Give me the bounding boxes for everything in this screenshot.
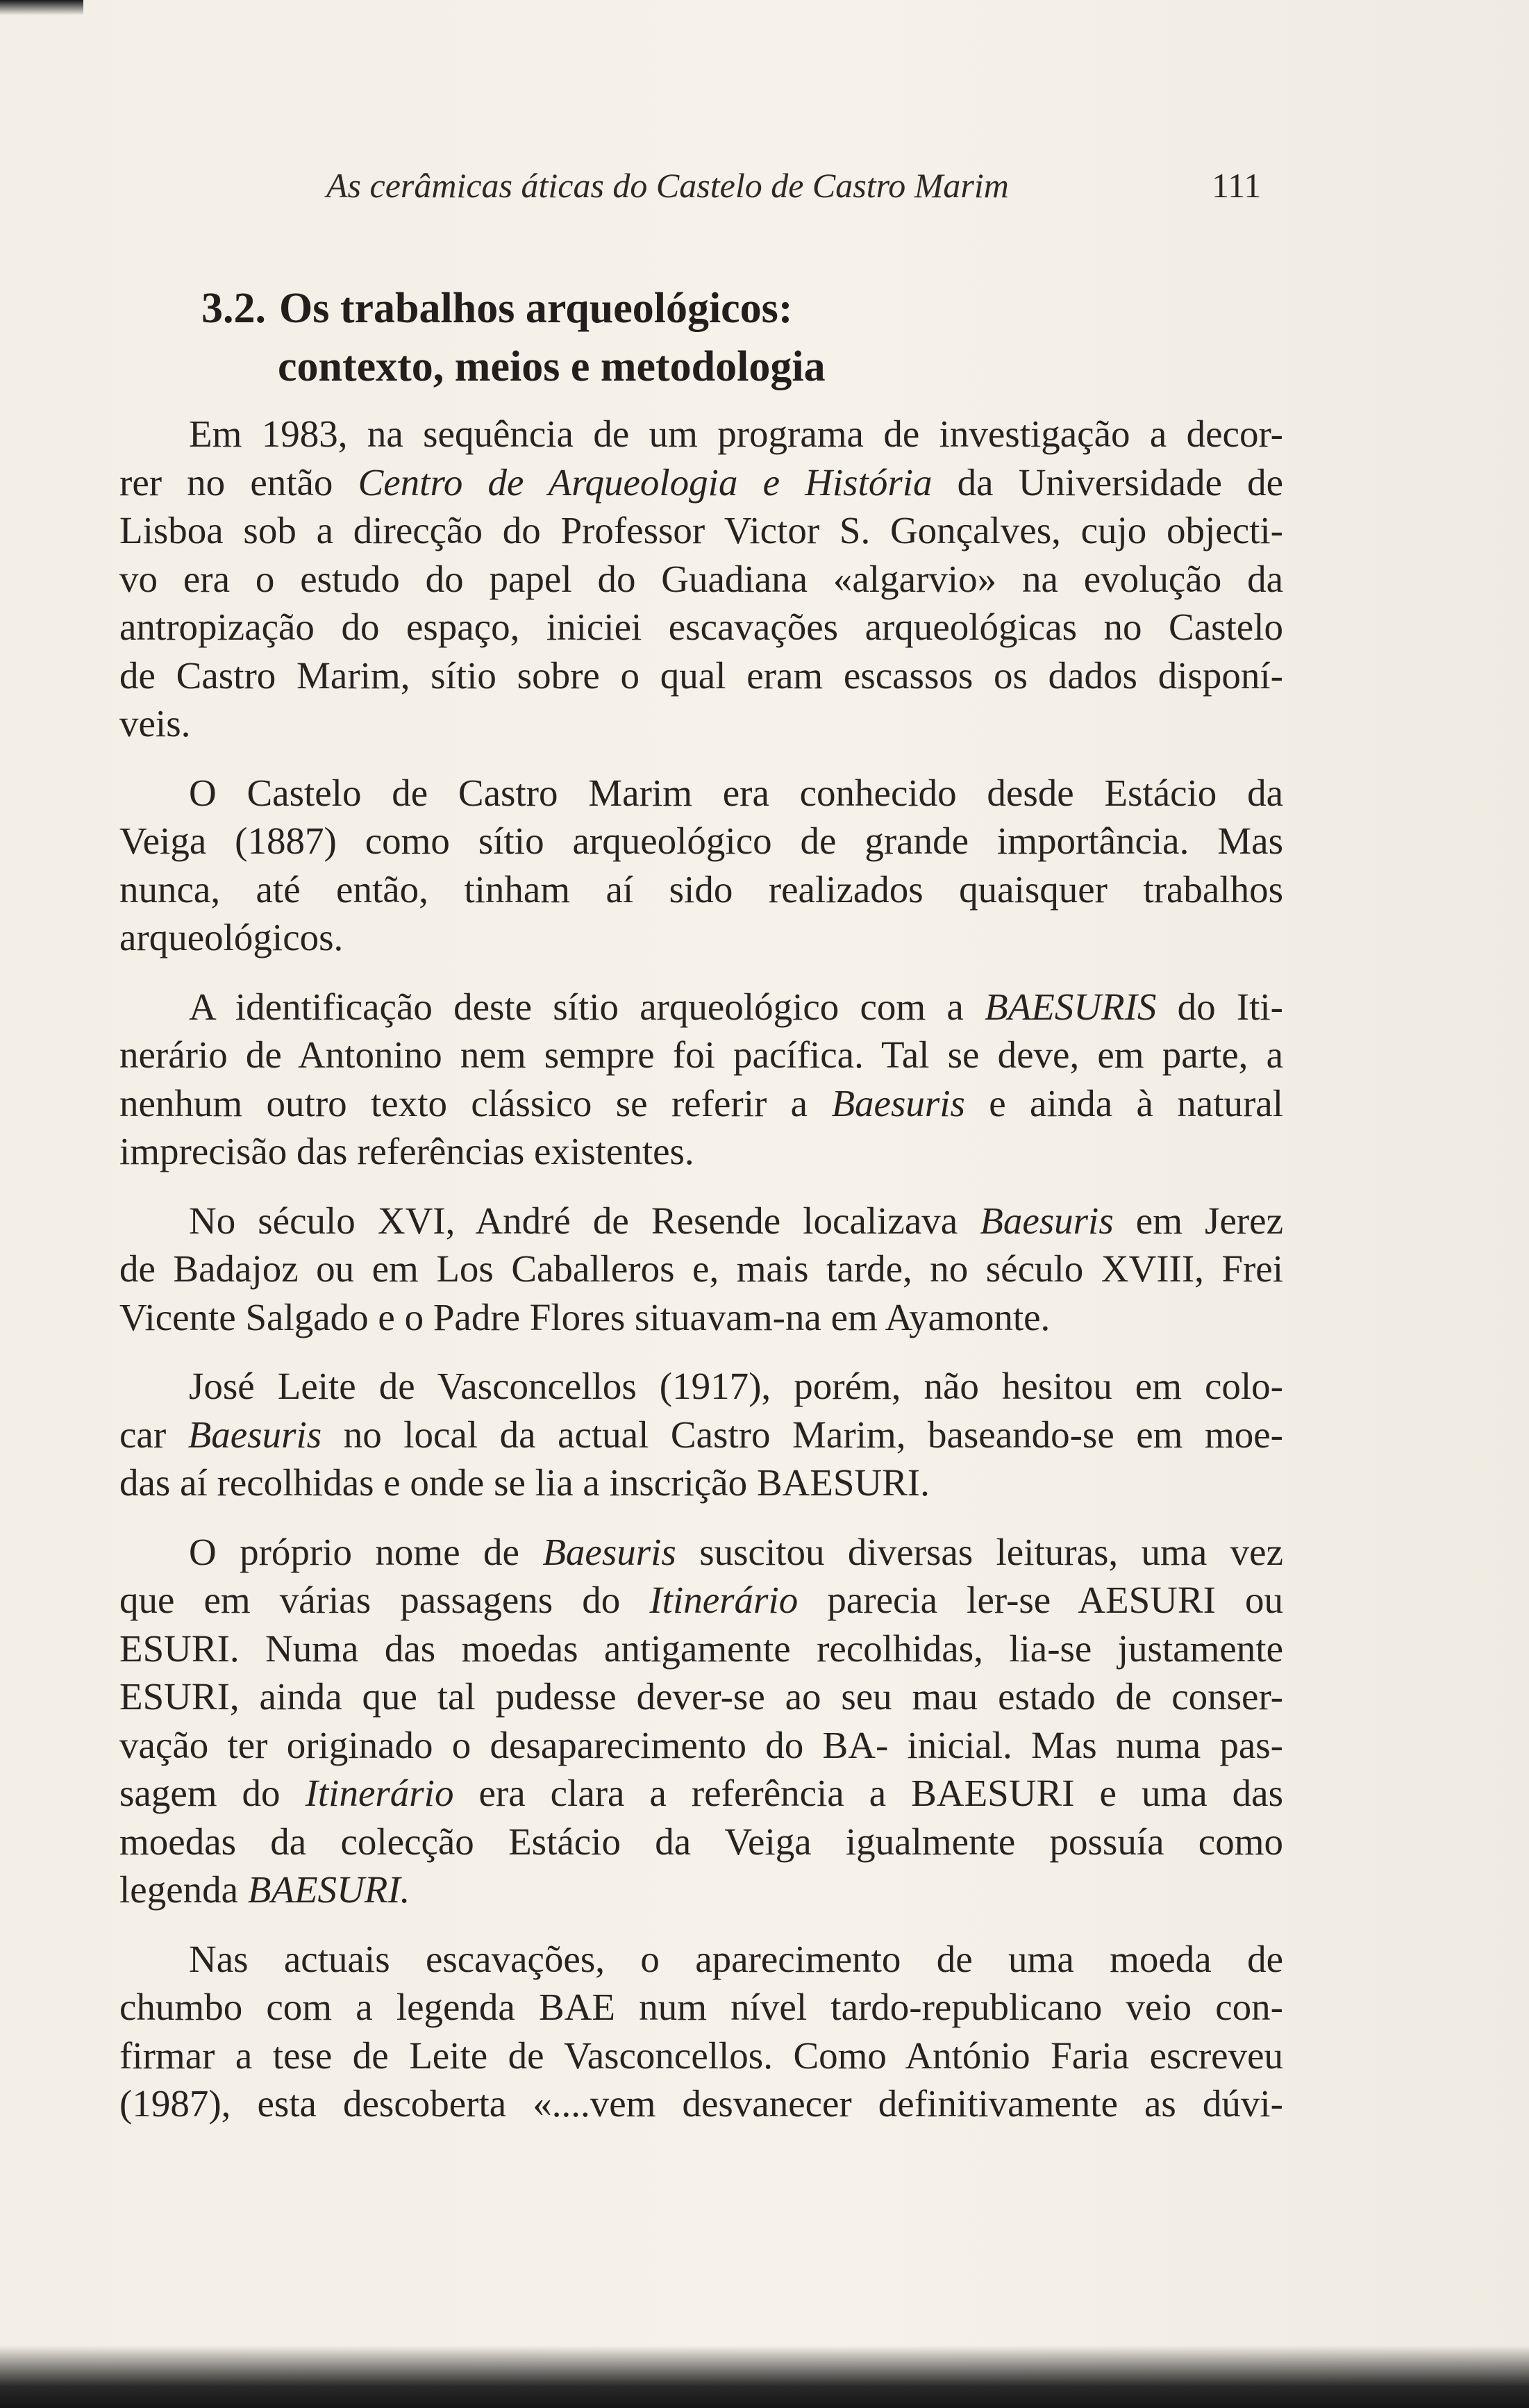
italic-text-run: Baesuris <box>831 1081 965 1124</box>
paragraph <box>119 1528 1283 1914</box>
text-run: Vicente Salgado e o Padre Flores situavam-na em Ayamonte. <box>119 1295 1051 1338</box>
text-run: O próprio nome de <box>189 1530 543 1573</box>
paragraph-line <box>119 1769 1283 1818</box>
paragraph-line <box>119 983 1283 1031</box>
italic-text-run: Baesuris <box>980 1199 1114 1242</box>
paragraph-line <box>119 1576 1283 1625</box>
paragraph-line <box>119 1672 1283 1721</box>
paragraph-line <box>119 769 1283 817</box>
text-run: de Badajoz ou em Los Caballeros e, mais tarde, no século XVIII, Frei <box>119 1247 1283 1290</box>
paragraph-line <box>119 1721 1283 1770</box>
text-run: chumbo com a legenda BAE num nível tardo-republicano veio con- <box>119 1986 1283 2028</box>
italic-text-run: Centro de Arqueologia e História <box>358 460 933 504</box>
section-number: 3.2. <box>201 285 266 332</box>
text-run: (1987), esta descoberta «....vem desvanecer definitivamente as dúvi- <box>119 2082 1283 2125</box>
text-run: suscitou diversas leituras, uma vez <box>676 1530 1283 1573</box>
paragraph <box>119 983 1283 1176</box>
text-run: e ainda à natural <box>964 1081 1283 1124</box>
paragraph <box>119 1935 1283 2128</box>
text-run: arqueológicos. <box>119 916 344 958</box>
text-run: veis. <box>119 702 191 745</box>
text-run: car <box>119 1413 188 1456</box>
page-bottom-shadow <box>0 2345 1529 2408</box>
text-run: da Universidade de <box>932 460 1283 504</box>
section-title-line-2: contexto, meios e metodologia <box>278 343 826 390</box>
body-text <box>119 410 1283 2149</box>
paragraph-line <box>119 913 1283 962</box>
text-run: em Jerez <box>1113 1199 1283 1242</box>
paragraph-line <box>119 1866 1283 1914</box>
paragraph-line <box>119 865 1283 914</box>
text-run: nerário de Antonino nem sempre foi pacífica. Tal se deve, em parte, a <box>119 1033 1283 1076</box>
paragraph <box>119 1197 1283 1342</box>
paragraph <box>119 410 1283 748</box>
page-edge-shadow <box>0 0 83 15</box>
section-title-line-1: Os trabalhos arqueológicos: <box>279 285 793 332</box>
text-run: nunca, até então, tinham aí sido realizados quaisquer trabalhos <box>119 867 1283 911</box>
paragraph-line <box>119 1245 1283 1293</box>
paragraph-line <box>119 1528 1283 1577</box>
text-run: do Iti- <box>1156 985 1283 1028</box>
paragraph-line <box>119 1935 1283 1984</box>
paragraph-line <box>119 817 1283 865</box>
text-run: Lisboa sob a direcção do Professor Victor S. Gonçalves, cujo objecti- <box>119 509 1283 551</box>
text-run: no local da actual Castro Marim, baseando-se em moe- <box>321 1413 1283 1456</box>
text-run: vo era o estudo do papel do Guadiana «algarvio» na evolução da <box>119 557 1283 600</box>
paragraph-line <box>119 2032 1283 2080</box>
italic-text-run: BAESURIS <box>985 985 1157 1028</box>
paragraph-line <box>119 603 1283 651</box>
text-run: sagem do <box>119 1772 306 1814</box>
paragraph-line <box>119 458 1283 507</box>
text-run: Em 1983, na sequência de um programa de investigação a decor- <box>189 413 1283 455</box>
text-run: ESURI, ainda que tal pudesse dever-se ao seu mau estado de conser- <box>119 1675 1283 1718</box>
text-run: rer no então <box>119 460 358 504</box>
text-run: legenda <box>119 1868 248 1911</box>
text-run: firmar a tese de Leite de Vasconcellos. Como António Faria escreveu <box>119 2034 1283 2077</box>
paragraph-line <box>119 1127 1283 1176</box>
text-run: José Leite de Vasconcellos (1917), porém, não hesitou em colo- <box>189 1365 1283 1407</box>
paragraph-line <box>119 506 1283 555</box>
paragraph-line <box>119 1411 1283 1459</box>
italic-text-run: BAESURI. <box>247 1868 410 1911</box>
text-run: era clara a referência a BAESURI e uma das <box>453 1772 1283 1814</box>
italic-text-run: Itinerário <box>649 1579 799 1621</box>
italic-text-run: Itinerário <box>305 1772 454 1814</box>
text-run: No século XVI, André de Resende localizava <box>189 1199 980 1242</box>
paragraph-line <box>119 1079 1283 1128</box>
section-heading <box>201 279 826 396</box>
paragraph-line <box>119 1362 1283 1411</box>
paragraph-line <box>119 1625 1283 1673</box>
text-run: Veiga (1887) como sítio arqueológico de grande importância. Mas <box>119 820 1283 862</box>
text-run: imprecisão das referências existentes. <box>119 1130 694 1172</box>
paragraph-line <box>119 1983 1283 2032</box>
text-run: moedas da colecção Estácio da Veiga igualmente possuía como <box>119 1820 1283 1863</box>
text-run: Nas actuais escavações, o aparecimento de uma moeda de <box>189 1937 1283 1980</box>
italic-text-run: Baesuris <box>542 1530 676 1573</box>
text-run: nenhum outro texto clássico se referir a <box>119 1081 832 1124</box>
paragraph-line <box>119 651 1283 700</box>
text-run: das aí recolhidas e onde se lia a inscrição BAESURI. <box>119 1461 930 1504</box>
paragraph-line <box>119 1031 1283 1079</box>
text-run: parecia ler-se AESURI ou <box>798 1579 1284 1621</box>
paragraph-line <box>119 1459 1283 1507</box>
page-number: 111 <box>1212 166 1262 205</box>
text-run: que em várias passagens do <box>119 1579 650 1621</box>
italic-text-run: Baesuris <box>187 1413 322 1456</box>
text-run: vação ter originado o desaparecimento do BA- inicial. Mas numa pas- <box>119 1723 1283 1766</box>
text-run: A identificação deste sítio arqueológico com a <box>189 985 985 1028</box>
paragraph-line <box>119 699 1283 748</box>
paragraph-line <box>119 1197 1283 1245</box>
paragraph-line <box>119 555 1283 604</box>
paragraph-line <box>119 410 1283 458</box>
paragraph-line <box>119 2079 1283 2128</box>
text-run: de Castro Marim, sítio sobre o qual eram escassos os dados disponí- <box>119 654 1283 697</box>
text-run: ESURI. Numa das moedas antigamente recolhidas, lia-se justamente <box>119 1627 1283 1670</box>
paragraph <box>119 769 1283 962</box>
text-run: antropização do espaço, iniciei escavações arqueológicas no Castelo <box>119 606 1283 648</box>
text-run: O Castelo de Castro Marim era conhecido desde Estácio da <box>189 771 1283 814</box>
paragraph <box>119 1362 1283 1507</box>
paragraph-line <box>119 1818 1283 1866</box>
running-header-title: As cerâmicas áticas do Castelo de Castro Marim <box>326 166 1009 205</box>
paragraph-line <box>119 1293 1283 1342</box>
